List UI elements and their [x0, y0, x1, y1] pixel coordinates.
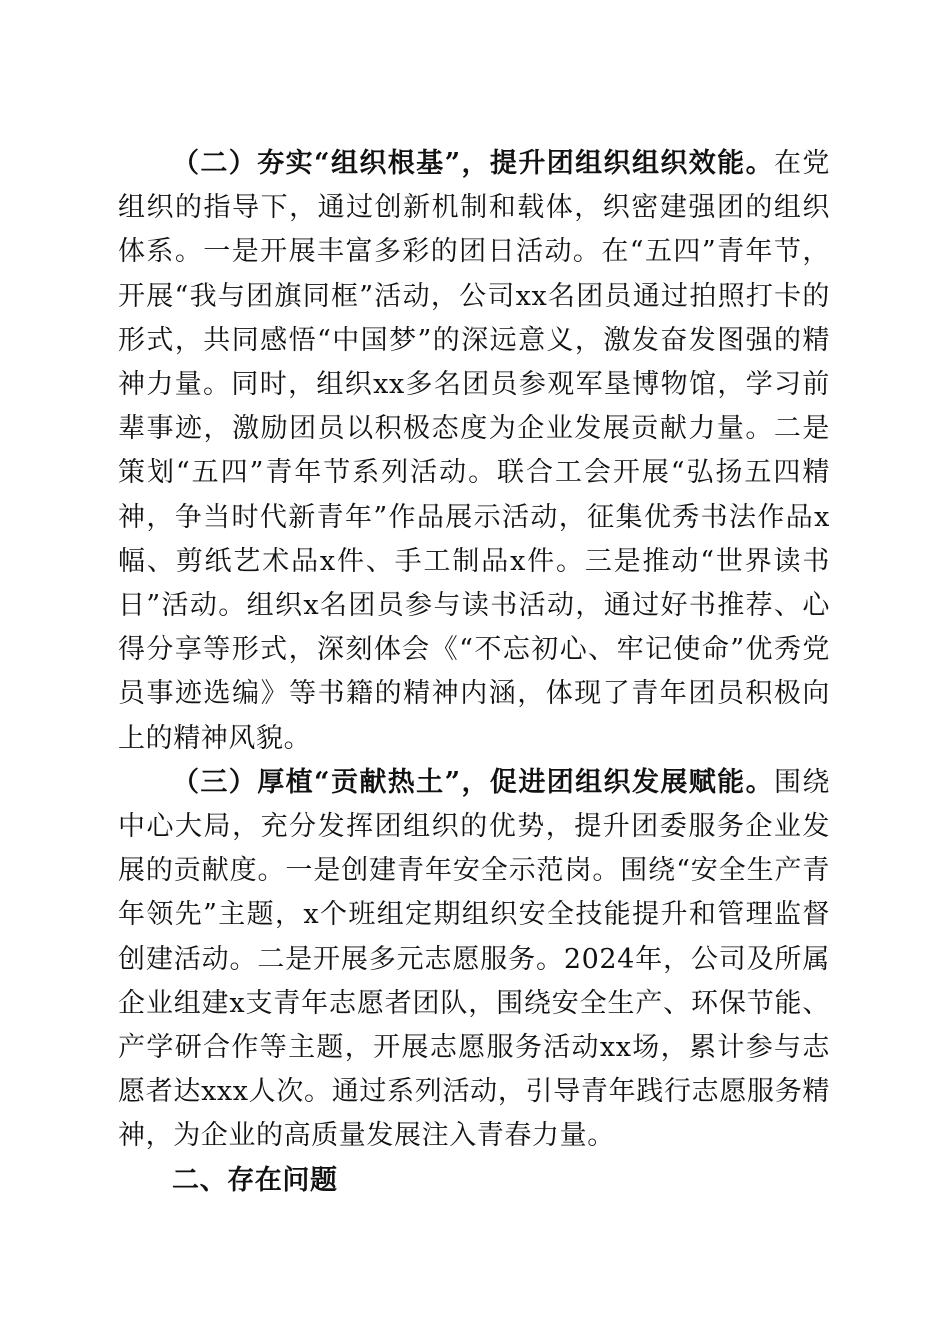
section-3-body: 围绕中心大局，充分发挥团组织的优势，提升团委服务企业发展的贡献度。一是创建青年安全示范岗。围绕“安全生产青年领先”主题，x个班组定期组织安全技能提升和管理监督创建活动。二是开展多元志愿服务。2024年，公司及所属企业组建x支青年志愿者团队，围绕安全生产、环保节能、产学研合作等主题，开展志愿服务活动xx场，累计参与志愿者达xxx人次。通过系列活动，引导青年践行志愿服务精神，为企业的高质量发展注入青春力量。 — [118, 766, 831, 1152]
section-2-body: 在党组织的指导下，通过创新机制和载体，织密建强团的组织体系。一是开展丰富多彩的团日活动。在“五四”青年节，开展“我与团旗同框”活动，公司xx名团员通过拍照打卡的形式，共同感悟“中国梦”的深远意义，激发奋发图强的精神力量。同时，组织xx多名团员参观军垦博物馆，学习前辈事迹，激励团员以积极态度为企业发展贡献力量。二是策划“五四”青年节系列活动。联合工会开展“弘扬五四精神，争当时代新青年”作品展示活动，征集优秀书法作品x幅、剪纸艺术品x件、手工制品x件。三是推动“世界读书日”活动。组织x名团员参与读书活动，通过好书推荐、心得分享等形式，深刻体会《“不忘初心、牢记使命”优秀党员事迹选编》等书籍的精神内涵，体现了青年团员积极向上的精神风貌。 — [118, 148, 831, 754]
document-body — [118, 142, 830, 1203]
paragraph-section-3 — [118, 761, 830, 1159]
section-2-lead: （二）夯实“组织根基”，提升团组织组织效能。 — [172, 148, 774, 179]
heading-existing-problems: 二、存在问题 — [172, 1164, 338, 1196]
section-3-lead: （三）厚植“贡献热土”，促进团组织发展赋能。 — [172, 766, 774, 798]
paragraph-section-2 — [118, 142, 830, 761]
